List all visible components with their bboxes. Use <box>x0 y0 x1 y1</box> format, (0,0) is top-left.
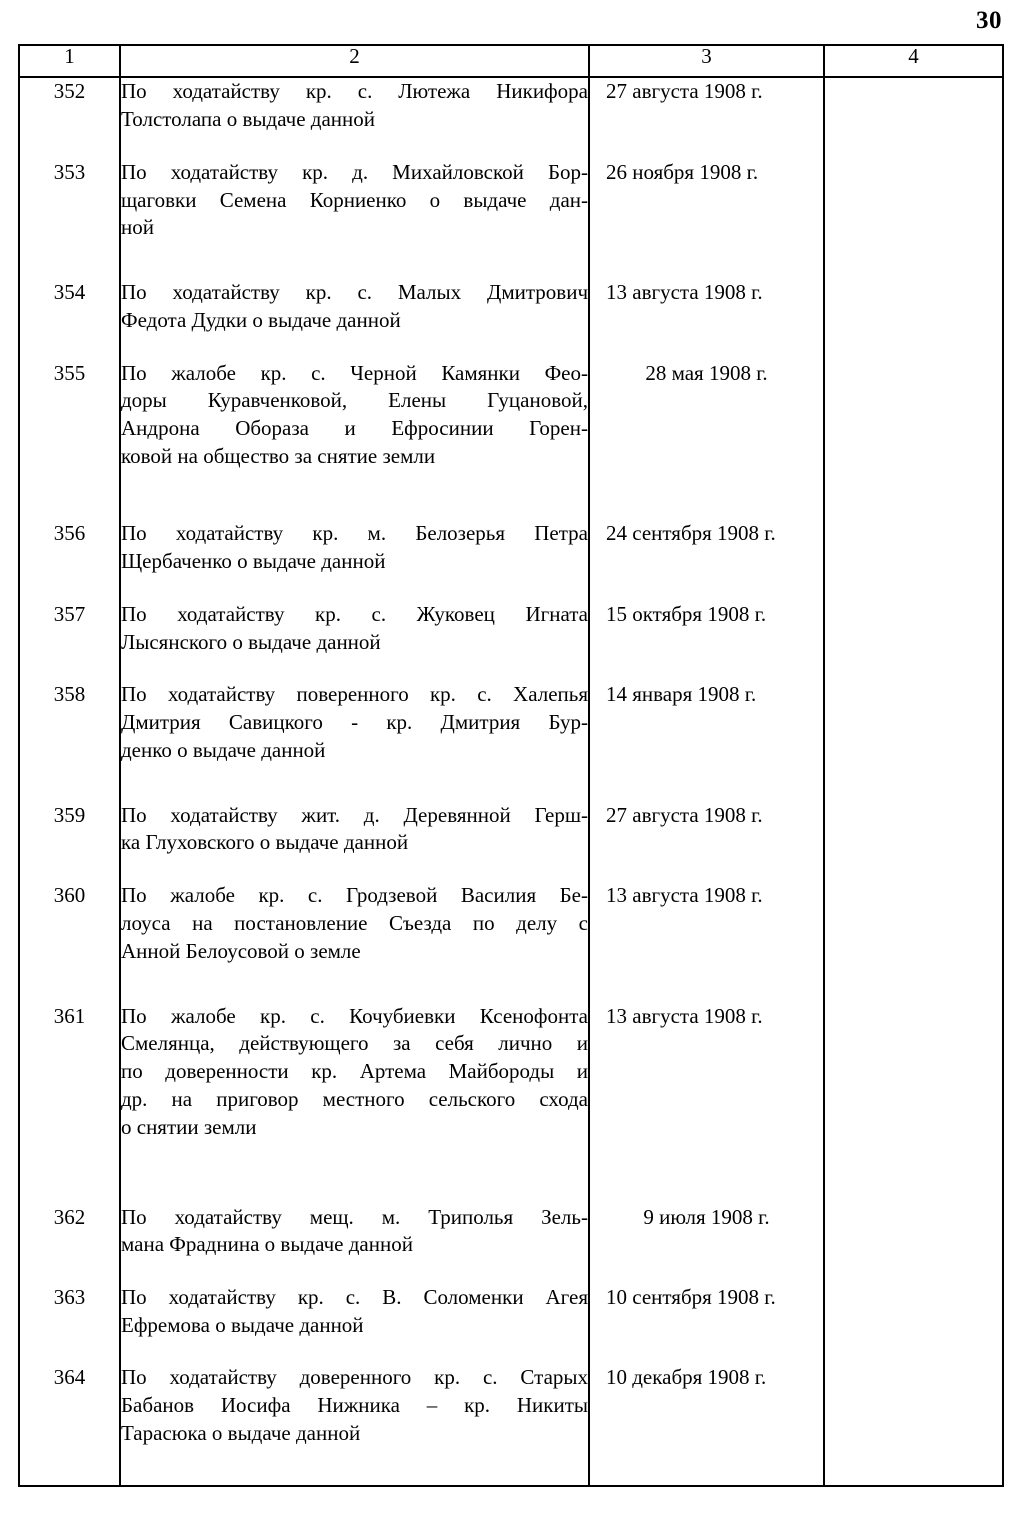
record-date: 10 сентября 1908 г. <box>589 1284 824 1364</box>
table-header-row <box>20 46 1002 77</box>
table-body <box>20 77 1002 1485</box>
table-row <box>20 520 1002 600</box>
description-line: По жалобе кр. с. Гродзевой Василия Бе- <box>121 883 588 908</box>
description-line: Лысянского о выдаче данной <box>121 629 381 654</box>
description-line: щаговки Семена Корниенко о выдаче дан- <box>121 187 588 212</box>
description-line: По ходатайству жит. д. Деревянной Герш- <box>121 802 588 827</box>
record-number: 356 <box>20 520 120 600</box>
table-row <box>20 279 1002 359</box>
record-number: 364 <box>20 1364 120 1485</box>
record-notes <box>824 360 1002 521</box>
description-line: денко о выдаче данной <box>121 737 326 762</box>
description-line: Анной Белоусовой о земле <box>121 938 361 963</box>
description-line: Щербаченко о выдаче данной <box>121 549 386 574</box>
record-notes <box>824 1284 1002 1364</box>
description-line: по доверенности кр. Артема Майбороды и <box>121 1059 588 1084</box>
record-date: 13 августа 1908 г. <box>589 882 824 1003</box>
record-number: 361 <box>20 1003 120 1204</box>
description-line: ной <box>121 215 154 240</box>
table-row <box>20 1204 1002 1284</box>
record-number: 362 <box>20 1204 120 1284</box>
description-line: По жалобе кр. с. Черной Камянки Фео- <box>121 360 588 385</box>
record-date: 13 августа 1908 г. <box>589 1003 824 1204</box>
table-row <box>20 802 1002 882</box>
record-description <box>120 1204 589 1284</box>
table-row <box>20 601 1002 681</box>
record-description <box>120 360 589 521</box>
table-row <box>20 1364 1002 1485</box>
record-number: 363 <box>20 1284 120 1364</box>
record-number: 358 <box>20 681 120 802</box>
record-description <box>120 882 589 1003</box>
record-date: 26 ноября 1908 г. <box>589 159 824 280</box>
record-date: 28 мая 1908 г. <box>589 360 824 521</box>
description-line: др. на приговор местного сельского схода <box>121 1086 588 1111</box>
record-notes <box>824 1003 1002 1204</box>
record-description <box>120 1284 589 1364</box>
record-number: 355 <box>20 360 120 521</box>
description-line: Бабанов Иосифа Нижника – кр. Никиты <box>121 1392 588 1417</box>
record-notes <box>824 882 1002 1003</box>
record-notes <box>824 802 1002 882</box>
description-line: Смелянца, действующего за себя лично и <box>121 1031 588 1056</box>
record-notes <box>824 681 1002 802</box>
register-table <box>18 44 1004 1487</box>
column-header-number: 1 <box>20 46 120 77</box>
record-notes <box>824 520 1002 600</box>
column-header-notes: 4 <box>824 46 1002 77</box>
record-description <box>120 601 589 681</box>
description-line: По ходатайству кр. с. Малых Дмитрович <box>121 280 588 305</box>
description-line: По ходатайству поверенного кр. с. Халепья <box>121 682 588 707</box>
description-line: По ходатайству кр. с. Жуковец Игната <box>121 601 588 626</box>
description-line: По ходатайству кр. с. В. Соломенки Агея <box>121 1284 588 1309</box>
description-line: лоуса на постановление Съезда по делу с <box>121 910 588 935</box>
record-description <box>120 77 589 159</box>
description-line: ка Глуховского о выдаче данной <box>121 830 409 855</box>
description-line: По ходатайству кр. д. Михайловской Бор- <box>121 159 588 184</box>
record-number: 359 <box>20 802 120 882</box>
description-line: Толстолапа о выдаче данной <box>121 106 376 131</box>
description-line: Федота Дудки о выдаче данной <box>121 308 401 333</box>
record-description <box>120 1003 589 1204</box>
description-line: Ефремова о выдаче данной <box>121 1312 364 1337</box>
record-date: 13 августа 1908 г. <box>589 279 824 359</box>
record-description <box>120 279 589 359</box>
record-notes <box>824 601 1002 681</box>
page-number: 30 <box>976 7 1002 34</box>
record-description <box>120 159 589 280</box>
record-description <box>120 802 589 882</box>
column-header-description: 2 <box>120 46 589 77</box>
description-line: ковой на общество за снятие земли <box>121 443 436 468</box>
description-line: о снятии земли <box>121 1114 257 1139</box>
description-line: По жалобе кр. с. Кочубиевки Ксенофонта <box>121 1003 588 1028</box>
record-number: 354 <box>20 279 120 359</box>
description-line: доры Куравченковой, Елены Гуцановой, <box>121 388 588 413</box>
description-line: мана Фраднина о выдаче данной <box>121 1232 413 1257</box>
description-line: Тарасюка о выдаче данной <box>121 1420 361 1445</box>
record-description <box>120 1364 589 1485</box>
record-description <box>120 520 589 600</box>
record-number: 357 <box>20 601 120 681</box>
description-line: По ходатайству кр. м. Белозерья Петра <box>121 521 588 546</box>
record-notes <box>824 1364 1002 1485</box>
table-row <box>20 360 1002 521</box>
table-row <box>20 1284 1002 1364</box>
register-table-grid <box>20 46 1002 1485</box>
record-notes <box>824 1204 1002 1284</box>
record-date: 15 октября 1908 г. <box>589 601 824 681</box>
description-line: Дмитрия Савицкого - кр. Дмитрия Бур- <box>121 709 588 734</box>
table-row <box>20 882 1002 1003</box>
record-notes <box>824 159 1002 280</box>
record-notes <box>824 77 1002 159</box>
table-row <box>20 1003 1002 1204</box>
column-header-date: 3 <box>589 46 824 77</box>
table-row <box>20 159 1002 280</box>
description-line: По ходатайству мещ. м. Триполья Зель- <box>121 1204 588 1229</box>
description-line: Андрона Обораза и Ефросинии Горен- <box>121 416 588 441</box>
table-row <box>20 681 1002 802</box>
record-description <box>120 681 589 802</box>
record-number: 353 <box>20 159 120 280</box>
record-number: 360 <box>20 882 120 1003</box>
record-date: 27 августа 1908 г. <box>589 802 824 882</box>
record-date: 27 августа 1908 г. <box>589 77 824 159</box>
record-number: 352 <box>20 77 120 159</box>
record-date: 9 июля 1908 г. <box>589 1204 824 1284</box>
record-date: 14 января 1908 г. <box>589 681 824 802</box>
record-date: 10 декабря 1908 г. <box>589 1364 824 1485</box>
record-date: 24 сентября 1908 г. <box>589 520 824 600</box>
description-line: По ходатайству кр. с. Лютежа Никифора <box>121 79 588 103</box>
table-row <box>20 77 1002 159</box>
description-line: По ходатайству доверенного кр. с. Старых <box>121 1365 588 1390</box>
record-notes <box>824 279 1002 359</box>
table-header <box>20 46 1002 77</box>
